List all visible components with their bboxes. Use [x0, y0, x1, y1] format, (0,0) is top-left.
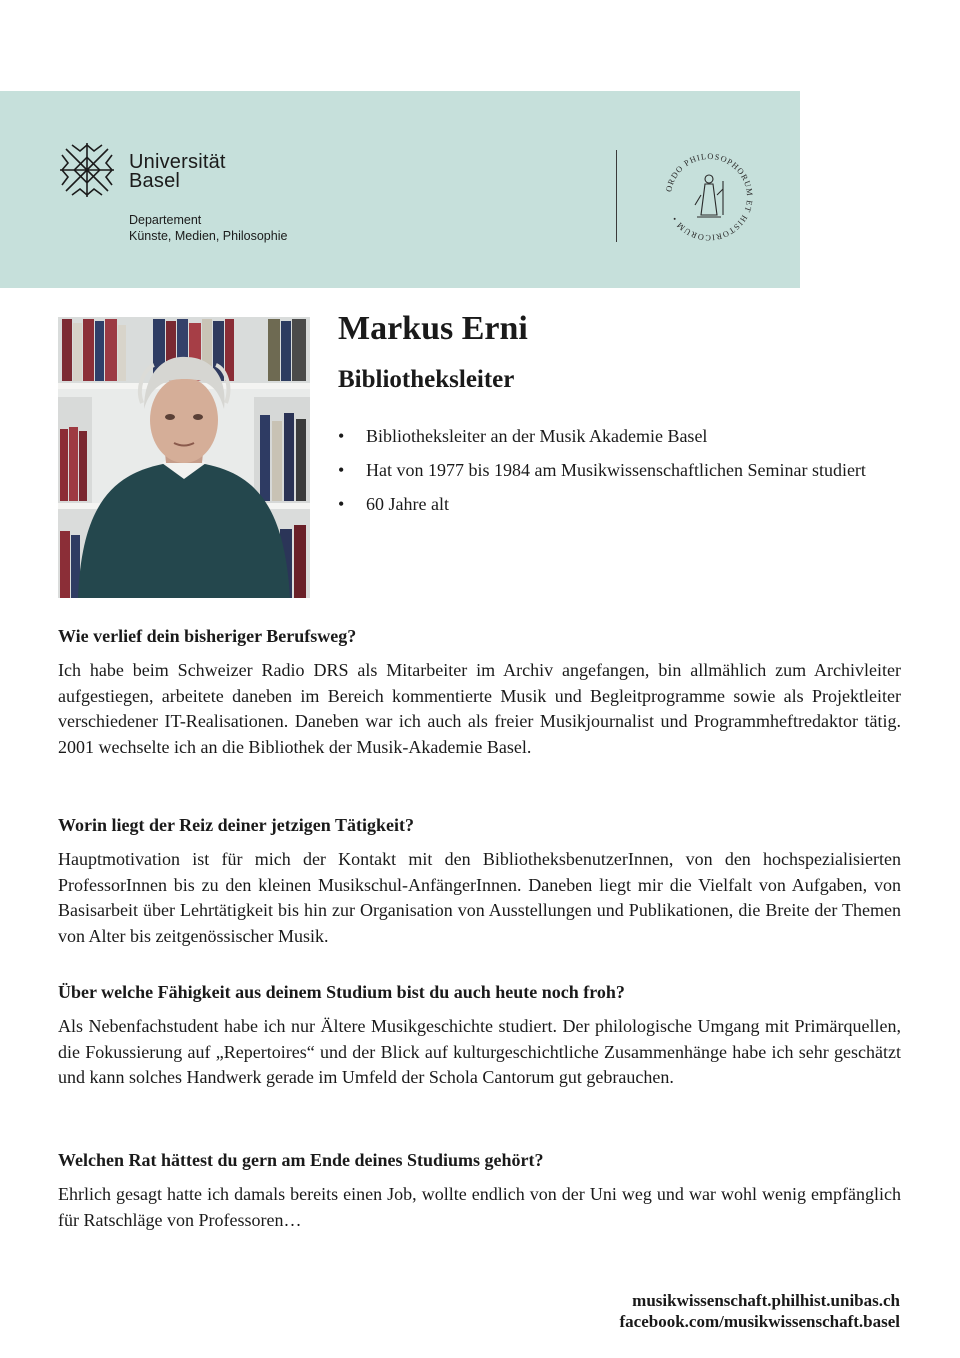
seal-text: ORDO PHILOSOPHORUM ET HISTORICORUM • [664, 151, 755, 243]
profile-fact: • Bibliotheksleiter an der Musik Akademie Basel [338, 424, 900, 449]
header-banner [0, 91, 800, 288]
interview-answer: Hauptmotivation ist für mich der Kontakt mit den BibliotheksbenutzerInnen, von den hochspezialisierten ProfessorInnen bis zu den kleinen Musikschul-AnfängerInnen. Daneben liegt mir die Vielfalt von Aufgaben, von Basisarbeit über Lehrtätigkeit bis hin zur Organisation von Ausstellungen und Publikationen, die Breite der Themen von Alter bis zeitgenössischer Musik. [58, 849, 901, 946]
profile-fact: • Hat von 1977 bis 1984 am Musikwissenschaftlichen Seminar studiert [338, 458, 900, 483]
profile-photo [58, 317, 310, 598]
face [150, 377, 218, 463]
person-name: Markus Erni [338, 310, 528, 347]
department-name [129, 212, 287, 244]
interview-question: Worin liegt der Reiz deiner jetzigen Tätigkeit? [58, 815, 414, 835]
interview-answer: Ehrlich gesagt hatte ich damals bereits einen Job, wollte endlich von der Uni weg und war wohl wenig empfänglich für Ratschläge von Professoren… [58, 1184, 901, 1230]
interview-answer: Als Nebenfachstudent habe ich nur Ältere Musikgeschichte studiert. Der philologische Umgang mit Primärquellen, die Fokussierung auf „Repertoires“ und der Blick auf kulturgeschichtliche Zusammenhänge habe ich sehr geschätzt und kann solches Handwerk gerade im Umfeld der Schola Cantorum gut gebrauchen. [58, 1016, 901, 1087]
profile-facts-list [338, 424, 900, 526]
university-name [129, 153, 226, 191]
interview-section [58, 624, 901, 760]
profile-fact: • 60 Jahre alt [338, 492, 900, 517]
interview-question: Über welche Fähigkeit aus deinem Studium bist du auch heute noch froh? [58, 982, 625, 1002]
interview-section [58, 1148, 901, 1233]
person-role: Bibliotheksleiter [338, 366, 515, 393]
interview-question: Wie verlief dein bisheriger Berufsweg? [58, 626, 357, 646]
interview-answer: Ich habe beim Schweizer Radio DRS als Mitarbeiter im Archiv angefangen, bin allmählich zum Archivleiter aufgestiegen, arbeitete daneben im Bereich kommentierte Musik und Begleitprogramme sowie als Projektleiter verschiedener IT-Realisationen. Daneben war ich auch als freier Musikjournalist und Programmheftredaktor tätig. 2001 wechselte ich an die Bibliothek der Musik-Akademie Basel. [58, 660, 901, 757]
svg-text:ORDO PHILOSOPHORUM ET HISTORIC [664, 152, 754, 242]
department-line1: Departement [129, 213, 202, 227]
interview-question: Welchen Rat hättest du gern am Ende deines Studiums gehört? [58, 1150, 544, 1170]
interview-section [58, 980, 901, 1091]
university-logo-icon [58, 141, 116, 199]
department-line2: Künste, Medien, Philosophie [129, 229, 288, 243]
facebook-link[interactable]: facebook.com/musikwissenschaft.basel [619, 1312, 900, 1331]
footer-links [619, 1290, 900, 1332]
header-divider [616, 150, 617, 242]
faculty-seal-icon [661, 149, 757, 245]
interview-section [58, 813, 901, 949]
university-name-line1: Universität [129, 151, 226, 173]
website-link[interactable]: musikwissenschaft.philhist.unibas.ch [632, 1291, 900, 1310]
university-name-line2: Basel [129, 170, 181, 192]
